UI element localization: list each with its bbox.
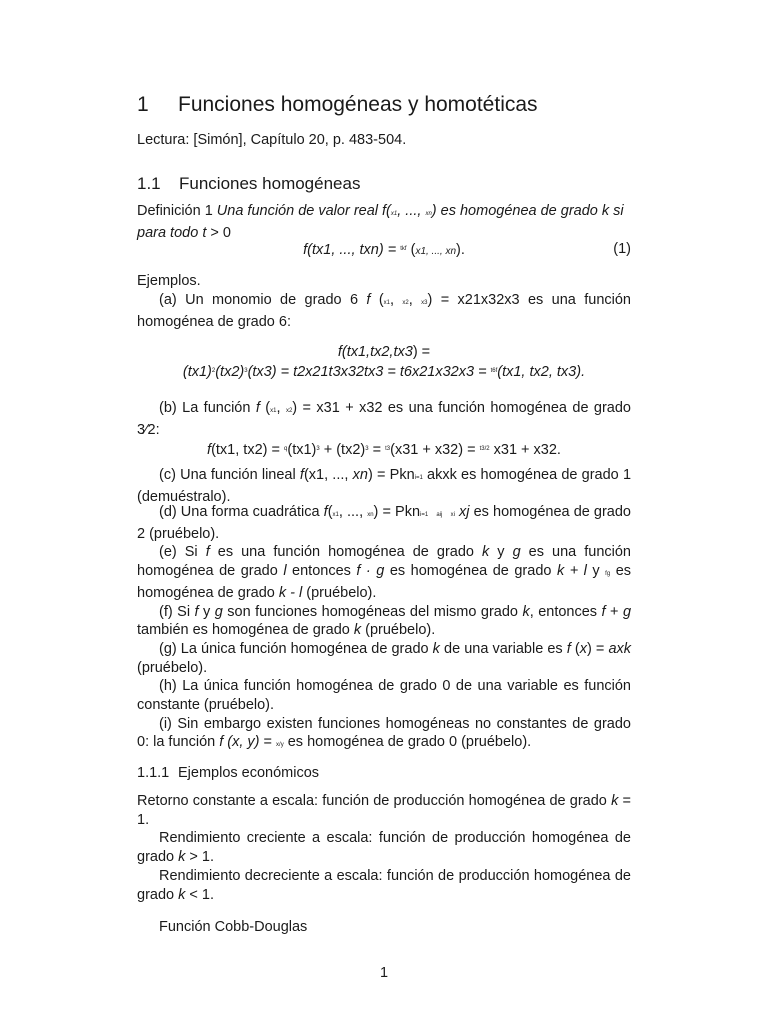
example-a: (a) Un monomio de grado 6 f (x1, x2, x3) = x21x32x3 es una función homogénea de grado 6: (137, 292, 631, 330)
example-g: (g) La única función homogénea de grado k de una variable es f (x) = axk (pruébelo). (137, 640, 632, 676)
increasing-returns-paragraph: Rendimiento creciente a escala: función de producción homogénea de grado k > 1. (137, 830, 631, 866)
section-heading (137, 92, 631, 118)
subsection-number: 1.1 (137, 174, 161, 193)
subsection-heading (137, 173, 631, 194)
section-title: Funciones homogéneas y homotéticas (178, 93, 538, 116)
definition-text: Una función de valor real f(x1, ..., xn) es homogénea de grado k si para todo t (137, 203, 624, 241)
example-b: (b) La función f (x1, x2) = x31 + x32 es una función homogénea de grado 3⁄2: (137, 400, 632, 438)
example-h: (h) La única función homogénea de grado 0 de una variable es función constante (pruébelo). (137, 678, 631, 714)
economic-examples (137, 792, 631, 904)
decreasing-returns-paragraph: Rendimiento decreciente a escala: función de producción homogénea de grado k < 1. (137, 867, 631, 903)
subsubsection-title: Ejemplos económicos (178, 765, 320, 781)
definition-label: Definición 1 (137, 203, 213, 219)
page-number: 1 (379, 965, 389, 981)
example-a-equation-line-2: $(tx1)^2(tx2)^3(tx3) = t2x21t3x32tx3 = t6x21x32x3 = ^{t6f}(tx1$, tx2, tx3). (182, 364, 586, 380)
example-e: (e) Si f es una función homogénea de grado k y g es una función homogénea de grado l entonces f · g es homogénea de grado k + l y fg es homogénea de grado k - l (pruébelo). (137, 544, 632, 601)
example-i: (i) Sin embargo existen funciones homogéneas no constantes de grado 0: la función f (x, y) = x/y es homogénea de grado 0 (pruébelo). (137, 715, 631, 751)
examples-list (137, 503, 631, 755)
example-a-equation-line-1: f(tx1,tx2,tx3) = (337, 344, 431, 360)
equation-tag: (1) (613, 241, 631, 257)
example-c: (c) Una función lineal f(x1, ..., xn) = Pkni=1 akxk es homogénea de grado 1 (demuéstralo). (137, 467, 632, 505)
document-page (137, 0, 631, 1024)
equation-1: f(tx1, ..., txn) = $^{tkf}$ (x1, ..., xn). (1) (303, 241, 631, 258)
examples-heading: Ejemplos. (137, 273, 201, 289)
subsubsection-heading (137, 764, 631, 783)
subsection-title: Funciones homogéneas (179, 174, 361, 193)
reading-reference: Lectura: [Simón], Capítulo 20, p. 483-504. (137, 132, 407, 148)
constant-returns-paragraph: Retorno constante a escala: función de producción homogénea de grado k = 1. (137, 793, 631, 828)
cobb-douglas-label: Función Cobb-Douglas (159, 919, 308, 935)
section-number: 1 (137, 93, 149, 116)
example-f: (f) Si f y g son funciones homogéneas del mismo grado k, entonces f + g también es homogénea de grado k (pruébelo). (137, 603, 632, 639)
example-d: (d) Una forma cuadrática f(x1, ..., xn) = Pkni=1 aij xi xj es homogénea de grado 2 (pruébelo). (137, 504, 631, 542)
example-b-equation: f(tx1, $tx2) = ^q(tx1)^3 + (tx2)^3 = ^{t3}(x31 + x32) = ^{t3/2}$ x31 + x32. (207, 442, 561, 458)
definition-1: Definición 1 Una función de valor real f(x1, ..., xn) es homogénea de grado k si para todo t > 0 (137, 203, 624, 241)
subsubsection-number: 1.1.1 (137, 765, 170, 781)
